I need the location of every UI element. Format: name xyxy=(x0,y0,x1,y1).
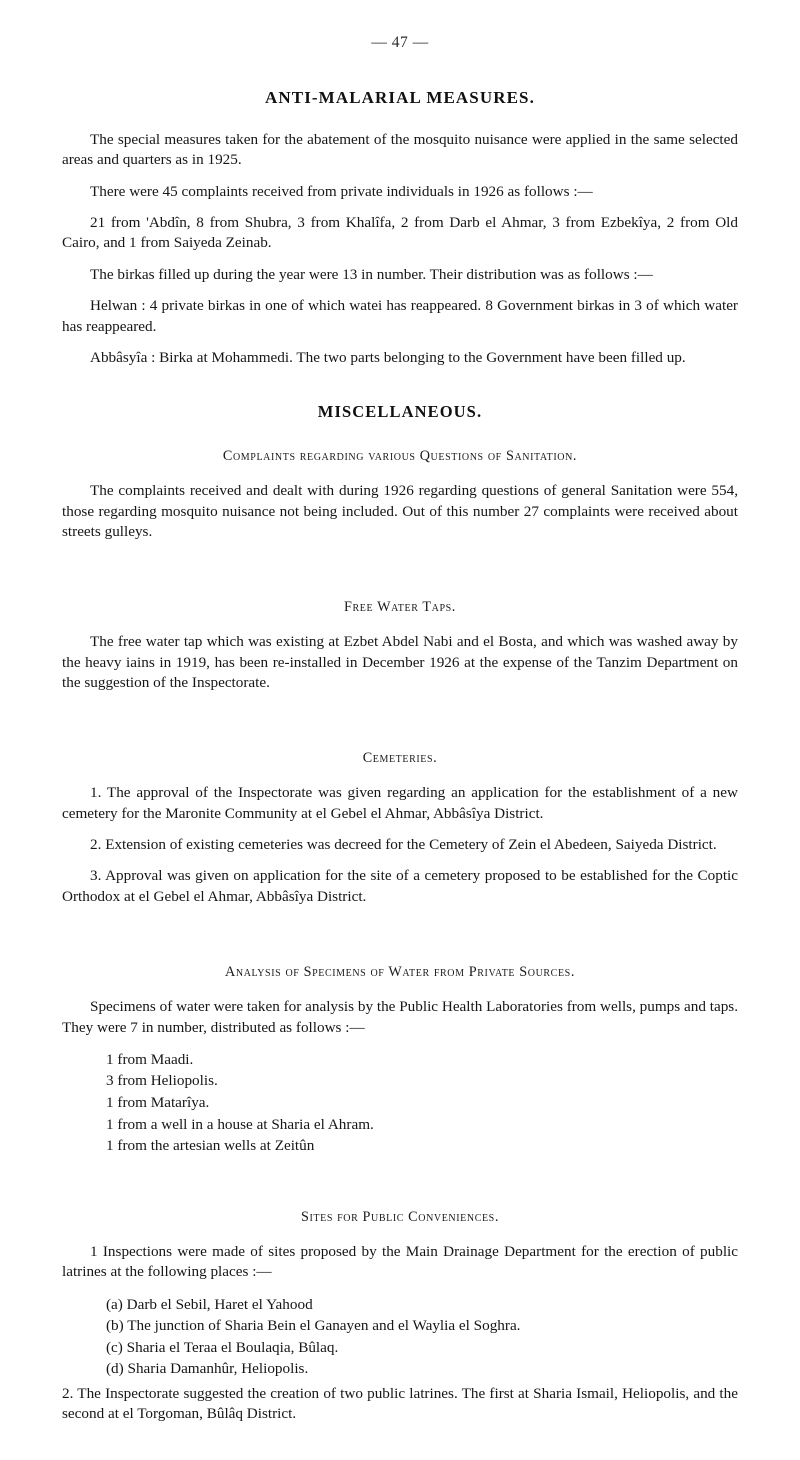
list-item: 3 from Heliopolis. xyxy=(106,1072,218,1090)
list-item: (c) Sharia el Teraa el Boulaqia, Bûlaq. xyxy=(106,1338,339,1356)
paragraph: The birkas filled up during the year were 13 in number. Their distribution was as follows :— xyxy=(90,265,653,283)
list-item: 1 from Maadi. xyxy=(106,1050,194,1068)
proposed-sites-list xyxy=(62,1294,738,1380)
section-heading-miscellaneous: MISCELLANEOUS. xyxy=(317,402,483,422)
list-item: (a) Darb el Sebil, Haret el Yahood xyxy=(106,1295,313,1313)
list-item: 1 from Matarîya. xyxy=(106,1094,210,1112)
subsection-title-free-water-taps: Free Water Taps. xyxy=(344,599,456,616)
paragraph: 2. The Inspectorate suggested the creation of two public latrines. The first at Sharia Ismail, Heliopolis, and the second at el Torgoman, Bûlâq District. xyxy=(62,1384,738,1423)
paragraph: 3. Approval was given on application for the site of a cemetery proposed to be established for the Coptic Orthodox at el Gebel el Ahmar, Abbâsîya District. xyxy=(62,867,738,905)
list-item: 1 from the artesian wells at Zeitûn xyxy=(106,1137,315,1155)
paragraph: Helwan : 4 private birkas in one of which watei has reappeared. 8 Government birkas in 3 of which water has reappeared. xyxy=(62,297,738,335)
subsection-title-complaints: Complaints regarding various Questions of Sanitation. xyxy=(222,448,578,465)
spacer xyxy=(62,704,738,724)
subsection-title-cemeteries: Cemeteries. xyxy=(362,750,438,767)
list-item: 1 from a well in a house at Sharia el Ahram. xyxy=(106,1115,374,1133)
subsection-title-sites-for-public-conveniences: Sites for Public Conveniences. xyxy=(301,1208,499,1225)
paragraph: Specimens of water were taken for analysis by the Public Health Laboratories from wells, pumps and taps. They were 7 in number, distributed as follows :— xyxy=(62,998,738,1036)
paragraph: 21 from 'Abdîn, 8 from Shubra, 3 from Khalîfa, 2 from Darb el Ahmar, 3 from Ezbekîya, 2 from Old Cairo, and 1 from Saiyeda Zeinab. xyxy=(62,214,738,252)
paragraph: There were 45 complaints received from private individuals in 1926 as follows :— xyxy=(90,182,593,200)
water-sources-list xyxy=(62,1049,738,1157)
paragraph: 1. The approval of the Inspectorate was given regarding an application for the establishment of a new cemetery for the Maronite Community at el Gebel el Ahmar, Abbâsîya District. xyxy=(62,784,738,822)
spacer xyxy=(62,918,738,938)
paragraph: 1 Inspections were made of sites proposed by the Main Drainage Department for the erection of public latrines at the following places :— xyxy=(62,1242,738,1281)
page-number: — 47 — xyxy=(371,34,429,51)
paragraph: 2. Extension of existing cemeteries was decreed for the Cemetery of Zein el Abedeen, Saiyeda District. xyxy=(90,836,717,854)
subsection-title-analysis-of-specimens: Analysis of Specimens of Water from Private Sources. xyxy=(225,964,575,981)
section-heading-anti-malarial: ANTI-MALARIAL MEASURES. xyxy=(265,88,535,107)
spacer xyxy=(62,553,738,573)
paragraph: The complaints received and dealt with during 1926 regarding questions of general Sanitation were 554, those regarding mosquito nuisance not being included. Out of this number 27 complaints were received about streets gulleys. xyxy=(62,482,738,540)
list-item: (b) The junction of Sharia Bein el Ganayen and el Waylia el Soghra. xyxy=(106,1317,521,1335)
list-item: (d) Sharia Damanhûr, Heliopolis. xyxy=(106,1360,309,1378)
paragraph: Abbâsyîa : Birka at Mohammedi. The two parts belonging to the Government have been filled up. xyxy=(90,348,686,366)
spacer xyxy=(62,1163,738,1183)
paragraph: The free water tap which was existing at Ezbet Abdel Nabi and el Bosta, and which was washed away by the heavy iains in 1919, has been re-installed in December 1926 at the expense of the Tanzim Department on the suggestion of the Inspectorate. xyxy=(62,633,738,692)
paragraph: The special measures taken for the abatement of the mosquito nuisance were applied in the same selected areas and quarters as in 1925. xyxy=(62,131,738,169)
